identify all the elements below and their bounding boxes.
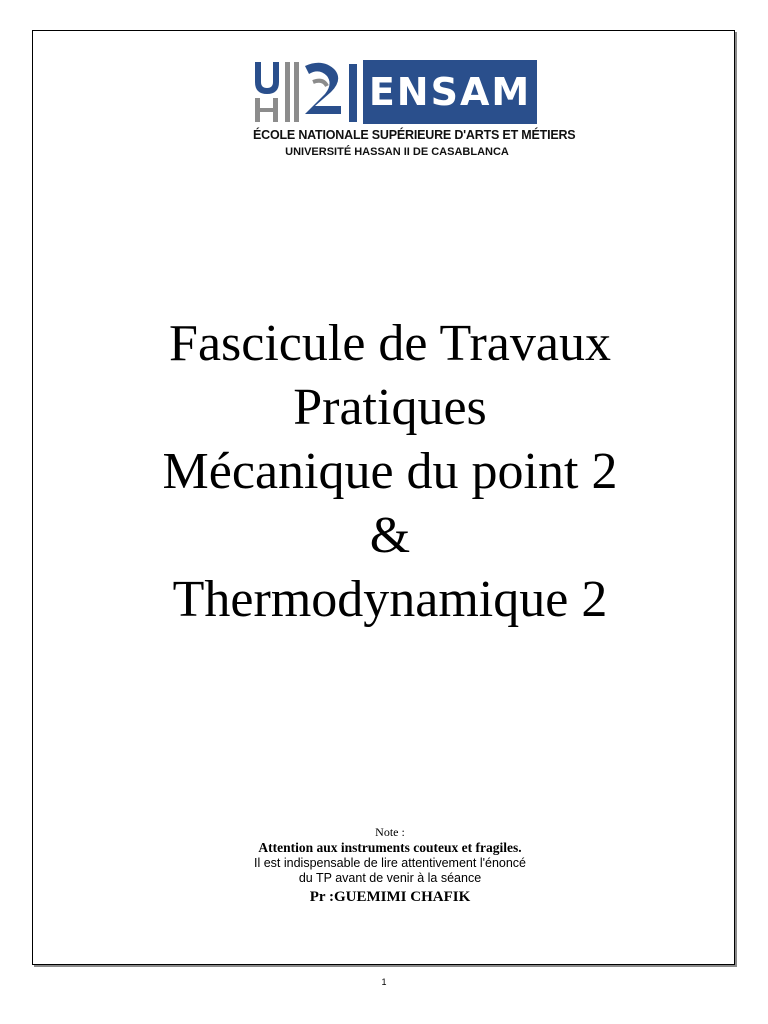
note-warning: Attention aux instruments couteux et fragiles. — [258, 840, 522, 855]
school-name: ÉCOLE NATIONALE SUPÉRIEURE D'ARTS ET MÉTIERS — [253, 128, 576, 142]
note-instruction: Il est indispensable de lire attentivement l'énoncé — [254, 856, 526, 870]
uh2c-ensam-logo — [253, 60, 576, 162]
author-name: Pr :GUEMIMI CHAFIK — [309, 889, 471, 905]
page-number: 1 — [381, 977, 387, 987]
title-line: Mécanique du point 2 — [162, 443, 618, 500]
uh2c-logo-mark-icon — [253, 60, 347, 124]
note-block — [40, 824, 740, 907]
document-title — [40, 312, 740, 632]
university-name: UNIVERSITÉ HASSAN II DE CASABLANCA — [285, 146, 509, 158]
ensam-brand: ENSAM — [363, 60, 537, 124]
note-instruction: du TP avant de venir à la séance — [298, 871, 482, 885]
title-line: Fascicule de Travaux — [169, 315, 611, 372]
logo-divider-bar — [349, 64, 357, 122]
title-line: & — [369, 507, 411, 564]
title-line: Pratiques — [293, 379, 487, 436]
note-label: Note : — [375, 825, 405, 839]
title-line: Thermodynamique 2 — [172, 571, 608, 628]
